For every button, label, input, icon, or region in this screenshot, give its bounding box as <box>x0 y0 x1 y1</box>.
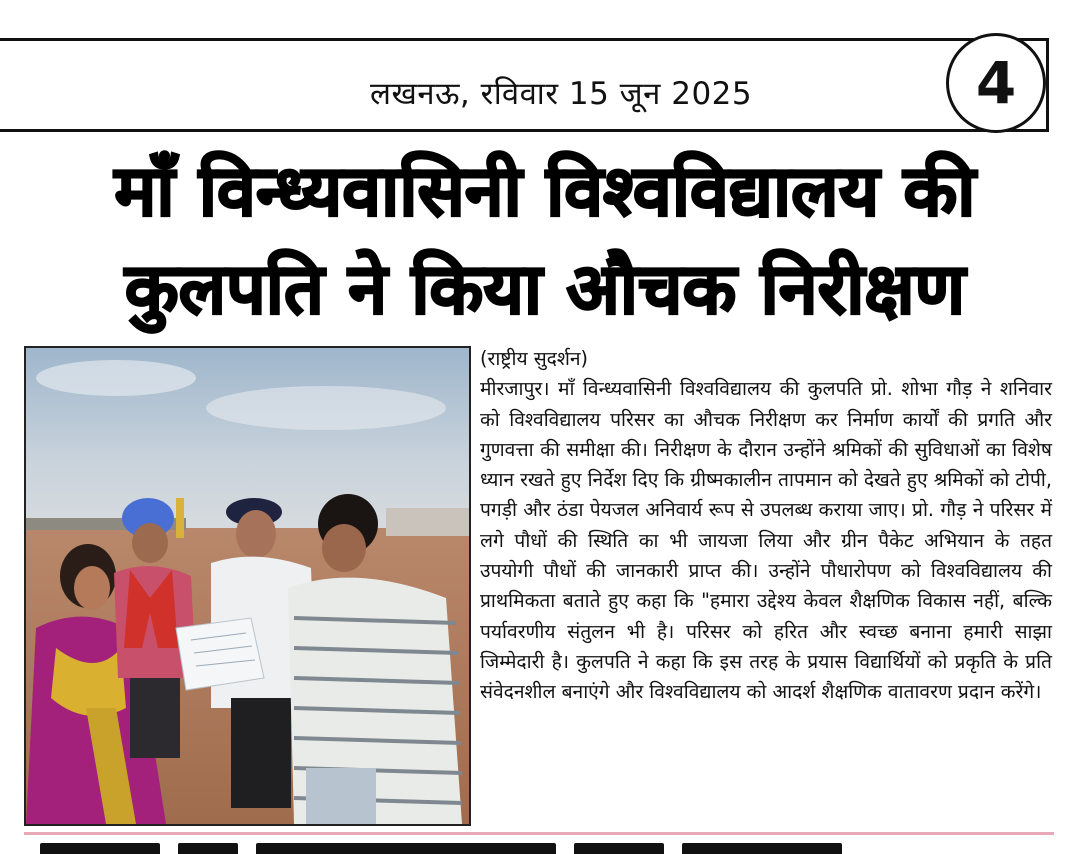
headline-line-1: माँ विन्ध्यवासिनी विश्वविद्यालय की <box>114 150 976 232</box>
section-divider <box>24 832 1054 835</box>
page-number: 4 <box>946 33 1046 133</box>
dateline: लखनऊ, रविवार 15 जून 2025 <box>370 76 753 112</box>
article <box>480 344 1052 708</box>
headline-line-2: कुलपति ने किया औचक निरीक्षण <box>124 248 966 330</box>
news-photo <box>24 346 471 826</box>
article-body: मीरजापुर। माँ विन्ध्यवासिनी विश्वविद्यालय की कुलपति प्रो. शोभा गौड़ ने शनिवार को विश्वविद्यालय परिसर का औचक निरीक्षण कर निर्माण कार्यों की प्रगति और गुणवत्ता की समीक्षा की। निरीक्षण के दौरान उन्होंने श्रमिकों की सुविधाओं का विशेष ध्यान रखते हुए निर्देश दिए कि ग्रीष्मकालीन तापमान को देखते हुए श्रमिकों को टोपी, पगड़ी और ठंडा पेयजल अनिवार्य रूप से उपलब्ध कराया जाए। प्रो. गौड़ ने परिसर में लगे पौधों की स्थिति का भी जायजा लिया और ग्रीन पैकेट अभियान के तहत उपयोगी पौधों की जानकारी प्राप्त की। उन्होंने पौधारोपण को विश्वविद्यालय की प्राथमिकता बताते हुए कहा कि "हमारा उद्देश्य केवल शैक्षणिक विकास नहीं, बल्कि पर्यावरणीय संतुलन भी है। परिसर को हरित और स्वच्छ बनाना हमारी साझा जिम्मेदारी है। कुलपति ने कहा कि इस तरह के प्रयास विद्यार्थियों को प्रकृति के प्रति संवेदनशील बनाएंगे और विश्वविद्यालय को आदर्श शैक्षणिक वातावरण प्रदान करेंगे। <box>480 377 1052 704</box>
next-headline-cutoff <box>40 842 1040 854</box>
article-byline: (राष्ट्रीय सुदर्शन) <box>480 347 589 370</box>
headline <box>20 142 1070 338</box>
